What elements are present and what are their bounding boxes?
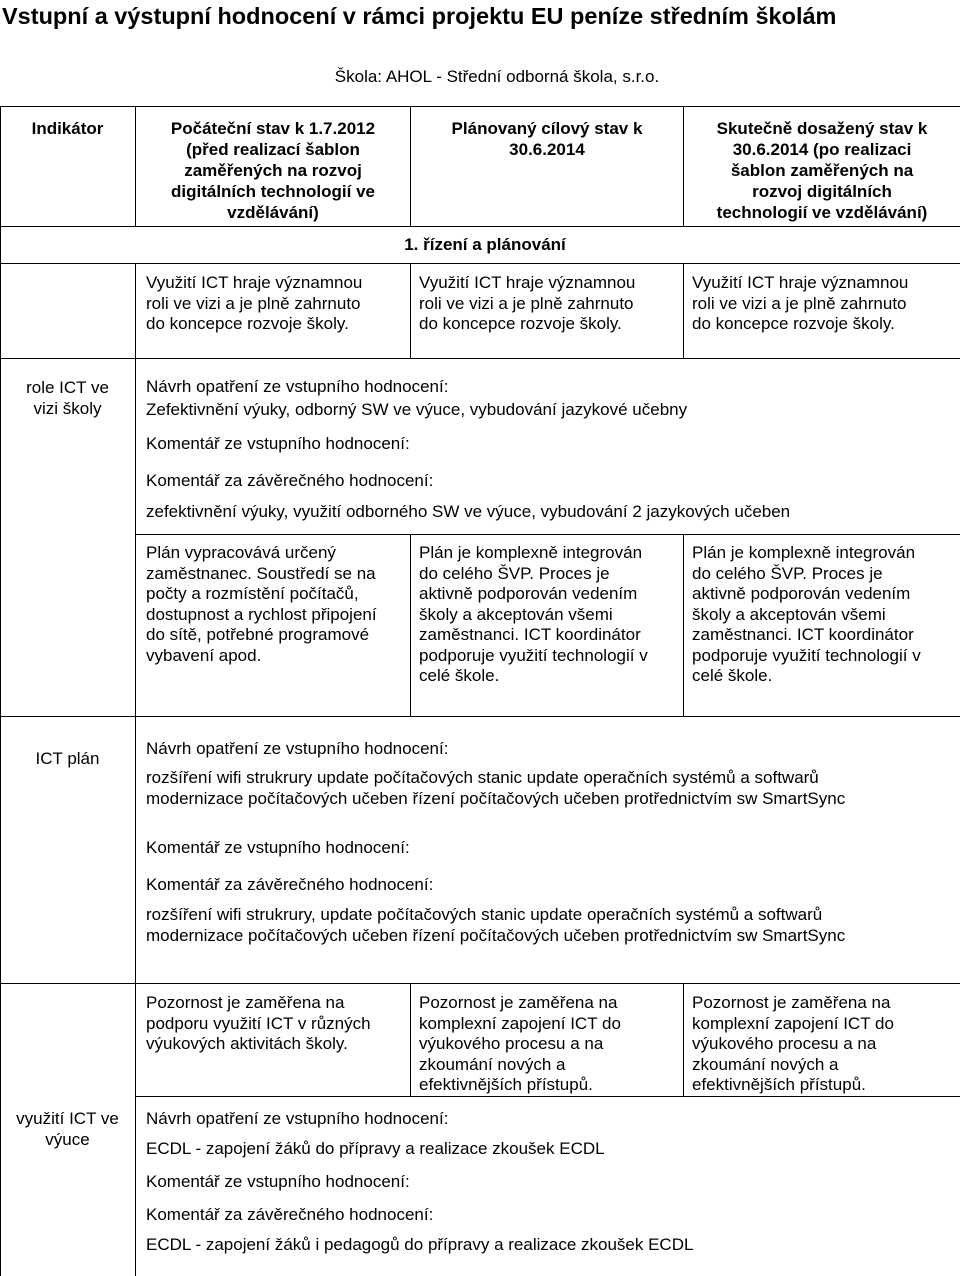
grid-line	[0, 983, 960, 984]
grid-line	[410, 983, 411, 1096]
proposal-text: rozšíření wifi strukrury update počítačových stanic update operačních systémů a softwarů	[146, 768, 819, 787]
row-label-ict-plan: ICT plán	[35, 749, 100, 768]
grid-line	[0, 358, 960, 359]
grid-line	[0, 226, 960, 227]
overview-achieved: Využití ICT hraje významnou roli ve vizi a je plně zahrnuto do koncepce rozvoje školy.	[692, 273, 909, 333]
row-2-initial: Pozornost je zaměřena na podporu využití ICT v různých výukových aktivitách školy.	[146, 993, 371, 1053]
header-initial-state: Počáteční stav k 1.7.2012 (před realizací šablon zaměřených na rozvoj digitálních technologií ve vzdělávání)	[170, 119, 376, 222]
grid-line	[0, 716, 960, 717]
row-label-role-ict: role ICT ve vizi školy	[26, 378, 109, 418]
final-comment-text: zefektivnění výuky, využití odborného SW ve výuce, vybudování 2 jazykových učeben	[146, 502, 791, 521]
final-comment-label: Komentář za závěrečného hodnocení:	[146, 471, 434, 490]
overview-planned: Využití ICT hraje významnou roli ve vizi a je plně zahrnuto do koncepce rozvoje školy.	[419, 273, 636, 333]
section-title: 1. řízení a plánování	[404, 235, 566, 254]
proposal-label: Návrh opatření ze vstupního hodnocení:	[146, 1109, 449, 1128]
grid-line	[683, 263, 684, 358]
final-comment-text: rozšíření wifi strukrury, update počítačových stanic update operačních systémů a softwarů	[146, 905, 823, 924]
overview-initial: Využití ICT hraje významnou roli ve vizi a je plně zahrnuto do koncepce rozvoje školy.	[146, 273, 363, 333]
grid-line	[135, 1096, 960, 1097]
row-2-comments	[146, 738, 956, 946]
header-indicator: Indikátor	[31, 119, 104, 138]
row-label-ict-in-teaching: využití ICT ve výuce	[16, 1109, 119, 1149]
grid-line	[683, 983, 684, 1096]
row-2-planned: Pozornost je zaměřena na komplexní zapojení ICT do výukového procesu a na zkoumání nových a efektivnějších přístupů.	[419, 993, 621, 1094]
final-comment-text: ECDL - zapojení žáků i pedagogů do přípravy a realizace zkoušek ECDL	[146, 1235, 694, 1254]
final-comment-text: modernizace počítačových učeben řízení počítačových učeben protřednictvím sw SmartSync	[146, 926, 846, 945]
grid-line	[0, 106, 1, 1276]
final-comment-label: Komentář za závěrečného hodnocení:	[146, 875, 434, 894]
grid-line	[135, 263, 136, 1276]
header-achieved-state: Skutečně dosažený stav k 30.6.2014 (po realizaci šablon zaměřených na rozvoj digitálních technologií ve vzdělávání)	[716, 119, 928, 222]
proposal-text: modernizace počítačových učeben řízení počítačových učeben protřednictvím sw SmartSync	[146, 789, 846, 808]
row-1-comments	[146, 376, 956, 522]
row-2-achieved: Pozornost je zaměřena na komplexní zapojení ICT do výukového procesu a na zkoumání nových a efektivnějších přístupů.	[692, 993, 894, 1094]
row-1-planned: Plán je komplexně integrován do celého ŠVP. Proces je aktivně podporován vedením školy a akceptován všemi zaměstnanci. ICT koordinátor podporuje využití technologií v celé škole.	[419, 543, 648, 685]
entry-comment-label: Komentář ze vstupního hodnocení:	[146, 434, 410, 453]
document-title: Vstupní a výstupní hodnocení v rámci projektu EU peníze středním školám	[2, 3, 837, 29]
grid-line	[683, 534, 684, 716]
grid-line	[0, 263, 960, 264]
school-name: Škola: AHOL - Střední odborná škola, s.r.o.	[334, 67, 660, 86]
grid-line	[0, 106, 960, 107]
grid-line	[410, 263, 411, 358]
proposal-label: Návrh opatření ze vstupního hodnocení:	[146, 739, 449, 758]
final-comment-label: Komentář za závěrečného hodnocení:	[146, 1205, 434, 1224]
grid-line	[135, 534, 960, 535]
proposal-text: ECDL - zapojení žáků do přípravy a realizace zkoušek ECDL	[146, 1139, 605, 1158]
row-3-comments	[146, 1108, 956, 1255]
proposal-text: Zefektivnění výuky, odborný SW ve výuce, vybudování jazykové učebny	[146, 400, 688, 419]
row-1-initial: Plán vypracovává určený zaměstnanec. Soustředí se na počty a rozmístění počítačů, dostupnost a rychlost připojení do sítě, potřebné programové vybavení apod.	[146, 543, 377, 665]
grid-line	[410, 534, 411, 716]
proposal-label: Návrh opatření ze vstupního hodnocení:	[146, 377, 449, 396]
row-1-achieved: Plán je komplexně integrován do celého ŠVP. Proces je aktivně podporován vedením školy a akceptován všemi zaměstnanci. ICT koordinátor podporuje využití technologií v celé škole.	[692, 543, 921, 685]
header-planned-state: Plánovaný cílový stav k 30.6.2014	[451, 119, 643, 159]
entry-comment-label: Komentář ze vstupního hodnocení:	[146, 838, 410, 857]
entry-comment-label: Komentář ze vstupního hodnocení:	[146, 1172, 410, 1191]
